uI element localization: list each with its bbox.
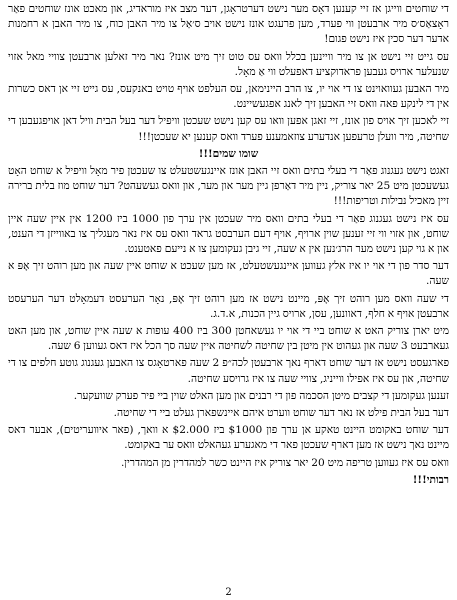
paragraph: עס איז נישט געגנוג פאַר די בעלי בתים וואס מיר שעכטן אין ערך פון 1000 ביז 1200 אין איין שעה איין שוחט, און אזוי ווי זיי זענען שוין ארויף, אויף דעם הערבסט גראד וואס עס איז נאר מעגליך צו באווייזן די הענט, און א גוי קען נישט מער הרג׳נען אין א שעה, זיי גיבן געקומען צו א נייעם פאטענט. bbox=[8, 212, 450, 256]
paragraph: דער בעל הבית פילט אז נאר דער שוחט ווערט איהם איינשפארן געלט ביי די שחיטה. bbox=[113, 407, 449, 420]
exclamation-heading: שומו שמים!!! bbox=[198, 147, 259, 160]
closing-line: רבותי!!! bbox=[412, 473, 449, 486]
paragraph: פארגעסט נישט אז דער שוחט דארף נאך ארבעטן לכה״פ 2 שעה פארטאָגס צו האבען געגנוג גוטע חלפים צו די שחיטה, און עס איז אפילו ווייניג, צוויי שעה צו איז גרויסע שחיטה. bbox=[8, 357, 449, 385]
page-number: 2 bbox=[225, 587, 232, 598]
paragraph: זענען געקומען די קצבים מיטן הסכמה פון די רבנים און מען האלט שוין ביי פיר פערק שוועקער. bbox=[73, 389, 449, 402]
paragraph: דער שוחט באקומט היינט טאקע אן ערך פון $1000 ביז $2.000 א וואך, (פאר איוועריטים), אבער דאס מיינט נאך נישט אז מען דארף שעכטן פאר די מאגערע געהאלט וואס ער באקומט. bbox=[8, 424, 449, 452]
paragraph: דער סדר פון די אוי יו איז אלץ געווען איינגעשטעלט, אז מען שעכט א שוחט איין שעה און מען רוהט זיך אָפּ א שעה. bbox=[8, 260, 449, 288]
paragraph: וואס עס איז געווען טריפה מיט 20 יאר צוריק איז היינט כשר למהדרין מן המהדרין. bbox=[120, 456, 449, 469]
paragraph: עס גייט זיי נישט אן צו מיר וויינען בכלל וואס עס טוט זיך מיט אונז? נאר מיר זאלען ארבעטן צוויי מאל אזוי שנעלער ארויס געבען פראדוקציע דאפעלט ווי אַ מאָל. bbox=[8, 50, 449, 78]
paragraph: מיט יארן צוריק האט א שוחט ביי די אוי יו געשאחטן 300 ביז 400 עופות א שעה איין שוחט, און מען האט געארבעט 3 שעה און געהוט אין מיטן בין שחיטה לשחיטה איין שעה סך הכל איז דאס געווען 6 שעה. bbox=[8, 325, 449, 353]
paragraph: זאגט נישט געגנוג פאַר די בעלי בתים וואס זיי האבן אונז איינגעשטעלט צו שעכטן פיר מאָל וויפיל א שוחט האָט געשעכטן מיט 25 יאר צוריק, ניין מיר דאַרפן גיין מער און מער, און וואס געשעהט? דער שוחט מוז בלית ברירה זיין מאכיל נבילות וטריפות!!! bbox=[8, 165, 449, 208]
paragraph: די שוחטים ווייגן אז זיי קענען דאָס מער נישט דערטראָגן, דער מצב איז מוראדיג, און מאכט אונז שוחטים פאַר ראָצאַס׳ס מיר ארבעטן ווי פערד, מען פרעגט אונז נישט אויב ס׳אַל צו מיר האבן כוח, צו מיר האבן א רחמנות אדער דער סכין איז נישט פגום! bbox=[8, 3, 449, 46]
paragraph: זיי לאכען זיך אויס פון אונז, זיי זאגן אפען וואו עס קען נישט שעכטן וויפיל דער בעל הבית וויל דאן אויפגעבען די שחיטה, מיר וועלן טרעפען אנדערע צוזאמענע פערד וואס קענען יא שעכטן!!! bbox=[8, 115, 449, 143]
paragraph: די שעה וואס מען רוהט זיך אָפּ, מיינט נישט אז מען רוהט זיך אָפּ, נאָר הערעסט דעמאָלט דער הערעסט ארבעטן אויף א חלף, דאוונען, עסן, ארויס גיין הכנות, א.ד.ג. bbox=[8, 292, 449, 320]
paragraph: מיר האבען געוואוינט צו די אוי יו, צו הרב היינימאן, עס העלפט אויף טויט באנקעס, עס גייט זיי אן דאס כשרות אין די לינקע פאה וואס זיי האבען זיך לאנג אפגעשיינט. bbox=[8, 83, 449, 111]
